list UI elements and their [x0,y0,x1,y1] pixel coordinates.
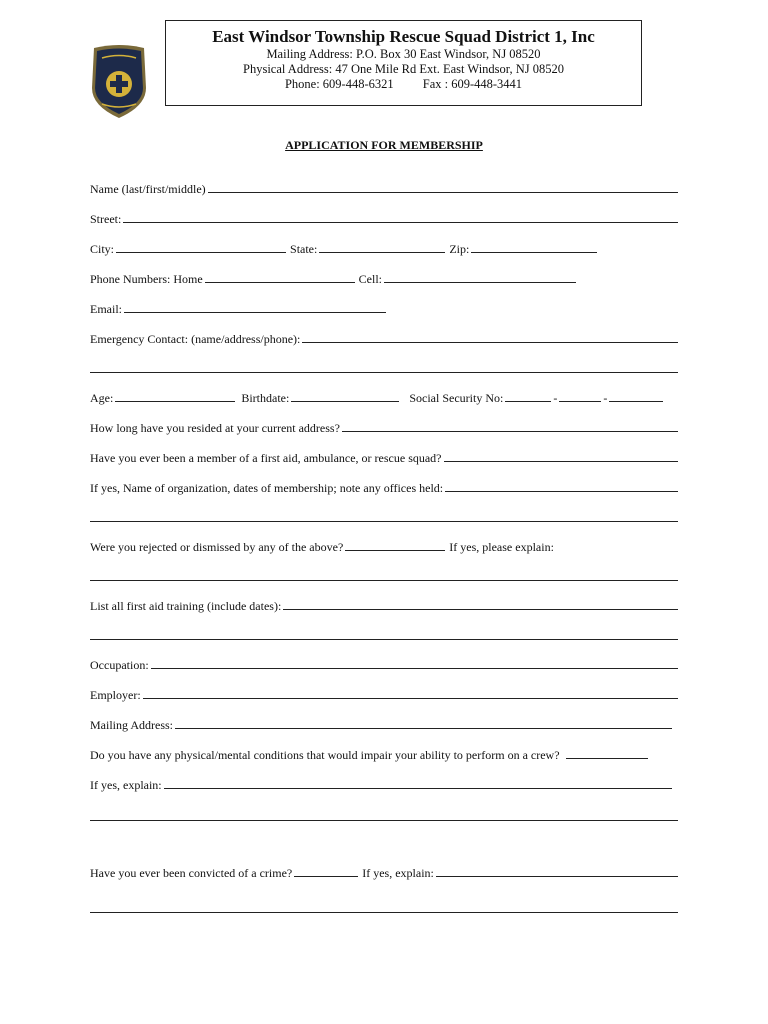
occupation-field[interactable] [151,668,678,669]
email-field[interactable] [124,312,386,313]
form-title: APPLICATION FOR MEMBERSHIP [285,138,483,152]
organization-name: East Windsor Township Rescue Squad District 1, Inc [212,27,595,46]
organization-row-2 [90,509,678,525]
employer-field[interactable] [143,698,678,699]
name-label: Name (last/first/middle) [90,182,206,196]
rejected-explain-row [90,568,678,584]
crime-explain-field[interactable] [436,876,678,877]
training-row [90,597,678,613]
conditions-explain-label: If yes, explain: [90,778,162,792]
emergency-contact-label: Emergency Contact: (name/address/phone): [90,332,301,346]
mailing-address-row [90,716,672,732]
email-row [90,300,678,316]
name-row [90,180,678,196]
mailing-address-field[interactable] [175,728,672,729]
ssn-field-1[interactable] [505,401,551,402]
ssn-field-2[interactable] [559,401,601,402]
crime-explain-field-2[interactable] [90,912,678,913]
employer-row [90,686,678,702]
age-label: Age: [90,391,114,405]
rejected-label: Were you rejected or dismissed by any of the above? [90,540,344,554]
occupation-row [90,656,678,672]
age-birthdate-ssn-row [90,389,678,405]
rejected-explain-label: If yes, please explain: [449,540,554,554]
emergency-contact-field[interactable] [302,342,678,343]
conditions-explain-field-2[interactable] [90,820,678,821]
rejected-row [90,538,678,554]
street-row [90,210,678,226]
member-field[interactable] [444,461,678,462]
street-label: Street: [90,212,122,226]
training-row-2 [90,627,678,643]
conditions-field[interactable] [566,758,648,759]
city-label: City: [90,242,115,256]
crime-explain-row-2 [90,900,678,916]
conditions-explain-row [90,776,672,792]
emergency-contact-field-2[interactable] [90,372,678,373]
training-field[interactable] [283,609,678,610]
zip-field[interactable] [471,252,597,253]
training-label: List all first aid training (include dates): [90,599,282,613]
resided-row [90,419,678,435]
ssn-dash-1: - [553,391,558,405]
training-field-2[interactable] [90,639,678,640]
rejected-field[interactable] [345,550,445,551]
phone-row [90,270,678,286]
mailing-address-label: Mailing Address: [90,718,173,732]
emergency-contact-row-2 [90,360,678,376]
employer-label: Employer: [90,688,141,702]
cell-field[interactable] [384,282,576,283]
organization-field[interactable] [445,491,678,492]
conditions-label: Do you have any physical/mental conditions that would impair your ability to perform on a crew? [90,748,560,762]
crime-label: Have you ever been convicted of a crime? [90,866,293,880]
phone-number: Phone: 609-448-6321 [284,77,394,91]
organization-field-2[interactable] [90,521,678,522]
state-label: State: [290,242,318,256]
city-field[interactable] [116,252,286,253]
contact-line [166,77,641,92]
letterhead-box [165,20,642,106]
zip-label: Zip: [449,242,470,256]
resided-field[interactable] [342,431,678,432]
conditions-row [90,746,678,762]
organization-row [90,479,678,495]
city-state-zip-row [90,240,678,256]
phone-home-field[interactable] [205,282,355,283]
member-row [90,449,678,465]
age-field[interactable] [115,401,235,402]
emergency-contact-row [90,330,678,346]
phone-home-label: Phone Numbers: Home [90,272,203,286]
state-field[interactable] [319,252,445,253]
conditions-explain-field[interactable] [164,788,672,789]
rejected-explain-field[interactable] [90,580,678,581]
conditions-explain-row-2 [90,808,678,824]
ssn-dash-2: - [603,391,608,405]
ssn-label: Social Security No: [409,391,504,405]
street-field[interactable] [123,222,678,223]
rescue-squad-patch-icon [88,44,150,120]
fax-number: Fax : 609-448-3441 [422,77,523,91]
physical-address: Physical Address: 47 One Mile Rd Ext. East Windsor, NJ 08520 [243,62,564,76]
birthdate-field[interactable] [291,401,399,402]
email-label: Email: [90,302,122,316]
crime-explain-label: If yes, explain: [362,866,434,880]
crime-field[interactable] [294,876,358,877]
birthdate-label: Birthdate: [241,391,290,405]
name-field[interactable] [208,192,678,193]
ssn-field-3[interactable] [609,401,663,402]
mailing-address: Mailing Address: P.O. Box 30 East Windsor, NJ 08520 [266,47,541,61]
organization-label: If yes, Name of organization, dates of membership; note any offices held: [90,481,444,495]
resided-label: How long have you resided at your current address? [90,421,340,435]
crime-row [90,864,678,880]
member-label: Have you ever been a member of a first aid, ambulance, or rescue squad? [90,451,442,465]
cell-label: Cell: [358,272,382,286]
occupation-label: Occupation: [90,658,149,672]
